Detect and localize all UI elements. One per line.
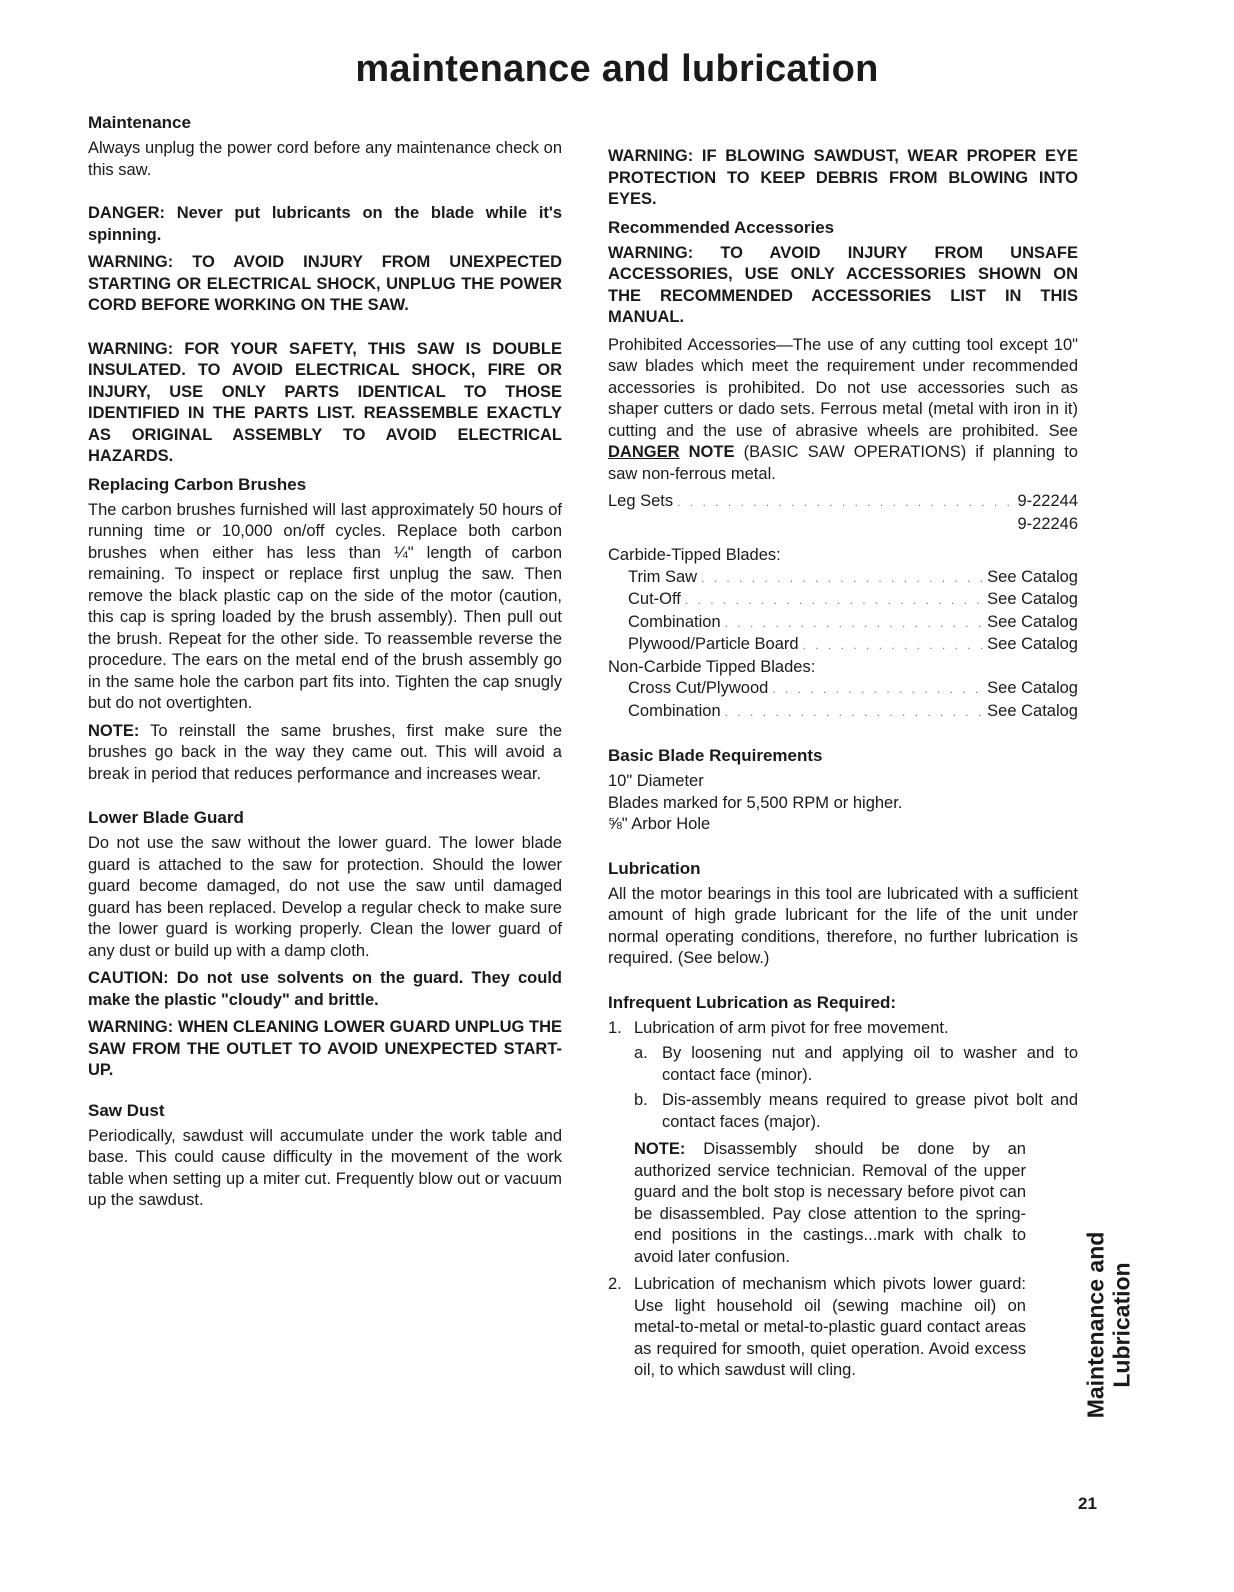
- blade-req-line: ⅝" Arbor Hole: [608, 815, 711, 833]
- list-item: Cut-Off . . . See Catalog: [608, 589, 1078, 612]
- warning-blowing-sawdust: WARNING: IF BLOWING SAWDUST, WEAR PROPER EYE PROTECTION TO KEEP DEBRIS FROM BLOWING INTO EYES.: [608, 147, 1078, 208]
- list-item: Combination . . . See Catalog: [608, 701, 1078, 724]
- danger-link: DANGER: [608, 443, 680, 461]
- accessories-heading: Recommended Accessories: [608, 217, 835, 237]
- list-item: Trim Saw . . . See Catalog: [608, 567, 1078, 590]
- blade-req-line: 10" Diameter: [608, 772, 704, 790]
- list-item: Cross Cut/Plywood . . . See Catalog: [608, 678, 1078, 701]
- brushes-note: [88, 721, 562, 786]
- blade-req-line: Blades marked for 5,500 RPM or higher.: [608, 793, 903, 812]
- brushes-heading: Replacing Carbon Brushes: [88, 474, 307, 494]
- list-item: Plywood/Particle Board . . . See Catalog: [608, 634, 1078, 657]
- blade-req-heading: Basic Blade Requirements: [608, 746, 823, 765]
- list-item: 2. Lubrication of mechanism which pivots lower guard: Use light household oil (sewing machine oil) on metal-to-metal or metal-to-plastic guard contact areas as required for smooth, quiet operation. Avoid excess oil, to which sawdust will cling.: [608, 1275, 1026, 1379]
- side-tab-line2: Lubrication: [1108, 1262, 1135, 1388]
- disassembly-note: NOTE: Disassembly should be done by an authorized service technician. Removal of the upper guard and the bolt stop is necessary before pivot can be disassembled. Pay close attention to the spring-end positions in the castings...mark with chalk to avoid later confusion.: [634, 1140, 1026, 1266]
- right-column: [608, 146, 1078, 1382]
- page-title: maintenance and lubrication: [355, 48, 879, 90]
- maintenance-heading: Maintenance: [88, 113, 191, 132]
- note-label: NOTE:: [88, 721, 140, 740]
- caution-solvents: CAUTION: Do not use solvents on the guard. They could make the plastic "cloudy" and brittle.: [88, 969, 562, 1009]
- lubrication-heading: Lubrication: [608, 858, 701, 878]
- lubrication-text: All the motor bearings in this tool are lubricated with a sufficient amount of high grade lubricant for the life of the unit under normal operating conditions, therefore, no further lubrication is required. (See below.): [608, 884, 1078, 967]
- warning-unplug: WARNING: TO AVOID INJURY FROM UNEXPECTED STARTING OR ELECTRICAL SHOCK, UNPLUG THE POWER CORD BEFORE WORKING ON THE SAW.: [88, 253, 562, 314]
- note-text: To reinstall the same brushes, first make sure the brushes go back in the way they came out. This will avoid a break in period that reduces performance and increases wear.: [88, 721, 562, 783]
- left-column: [88, 112, 562, 1212]
- guard-heading: Lower Blade Guard: [88, 808, 244, 827]
- leg-sets-row-2: 9-22246: [1017, 514, 1078, 533]
- leg-sets-row: Leg Sets . . . 9-22244: [608, 491, 1078, 514]
- noncarbide-heading: Non-Carbide Tipped Blades:: [608, 657, 816, 676]
- list-item: Combination . . . See Catalog: [608, 612, 1078, 635]
- list-item: b. Dis-assembly means required to grease pivot bolt and contact faces (major).: [634, 1091, 1078, 1131]
- guard-text: Do not use the saw without the lower guard. The lower blade guard is attached to the saw for protection. Should the lower guard become damaged, do not use the saw until damaged guard has been replaced. Develop a regular check to make sure the lower guard is working properly. Clean the lower guard of any dust or build up with a damp cloth.: [88, 834, 562, 960]
- list-item: 1. Lubrication of arm pivot for free movement.: [608, 1018, 949, 1037]
- section-side-tab: [1082, 1231, 1135, 1419]
- side-tab-line1: Maintenance and: [1082, 1231, 1109, 1419]
- accessories-list: [608, 491, 1078, 723]
- sawdust-heading: Saw Dust: [88, 1100, 165, 1120]
- carbide-heading: Carbide-Tipped Blades:: [608, 546, 781, 564]
- warning-accessories: WARNING: TO AVOID INJURY FROM UNSAFE ACCESSORIES, USE ONLY ACCESSORIES SHOWN ON THE RECOMMENDED ACCESSORIES LIST IN THIS MANUAL.: [608, 243, 1078, 326]
- sawdust-text: Periodically, sawdust will accumulate under the work table and base. This could cause difficulty in the movement of the work table when setting up a miter cut. Frequently blow out or vacuum up the sawdust.: [88, 1126, 562, 1209]
- brushes-text: The carbon brushes furnished will last approximately 50 hours of running time or 10,000 on/off cycles. Replace both carbon brushes when either has less than ¼" length of carbon remaining. To inspect or replace first unplug the saw. Then remove the black plastic cap on the side of the motor (caution, this cap is spring loaded by the brush assembly). Then pull out the brush. Repeat for the other side. To reassemble reverse the procedure. The ears on the metal end of the brush assembly go in the same hole the carbon part fits into. Tighten the cap snugly but do not overtighten.: [88, 500, 562, 712]
- warning-double-insulated: WARNING: FOR YOUR SAFETY, THIS SAW IS DOUBLE INSULATED. TO AVOID ELECTRICAL SHOCK, FIRE OR INJURY, USE ONLY PARTS IDENTICAL TO THOSE IDENTIFIED IN THE PARTS LIST. REASSEMBLE EXACTLY AS ORIGINAL ASSEMBLY TO AVOID ELECTRICAL HAZARDS.: [88, 339, 562, 465]
- maintenance-text: Always unplug the power cord before any maintenance check on this saw.: [88, 139, 562, 179]
- list-item: a. By loosening nut and applying oil to washer and to contact face (minor).: [634, 1044, 1078, 1084]
- page-number: 21: [1078, 1494, 1097, 1513]
- warning-cleaning-guard: WARNING: WHEN CLEANING LOWER GUARD UNPLUG THE SAW FROM THE OUTLET TO AVOID UNEXPECTED START-UP.: [88, 1018, 562, 1079]
- infrequent-heading: Infrequent Lubrication as Required:: [608, 992, 897, 1012]
- prohibited-accessories: Prohibited Accessories—The use of any cutting tool except 10" saw blades which meet the requirement under recommended accessories is prohibited. Do not use accessories such as shaper cutters or dado sets. Ferrous metal (metal with iron in it) cutting and the use of abrasive wheels are prohibited. See DANGER NOTE (BASIC SAW OPERATIONS) if planning to saw non-ferrous metal.: [608, 335, 1078, 483]
- danger-lubricants: DANGER: Never put lubricants on the blade while it's spinning.: [88, 204, 562, 244]
